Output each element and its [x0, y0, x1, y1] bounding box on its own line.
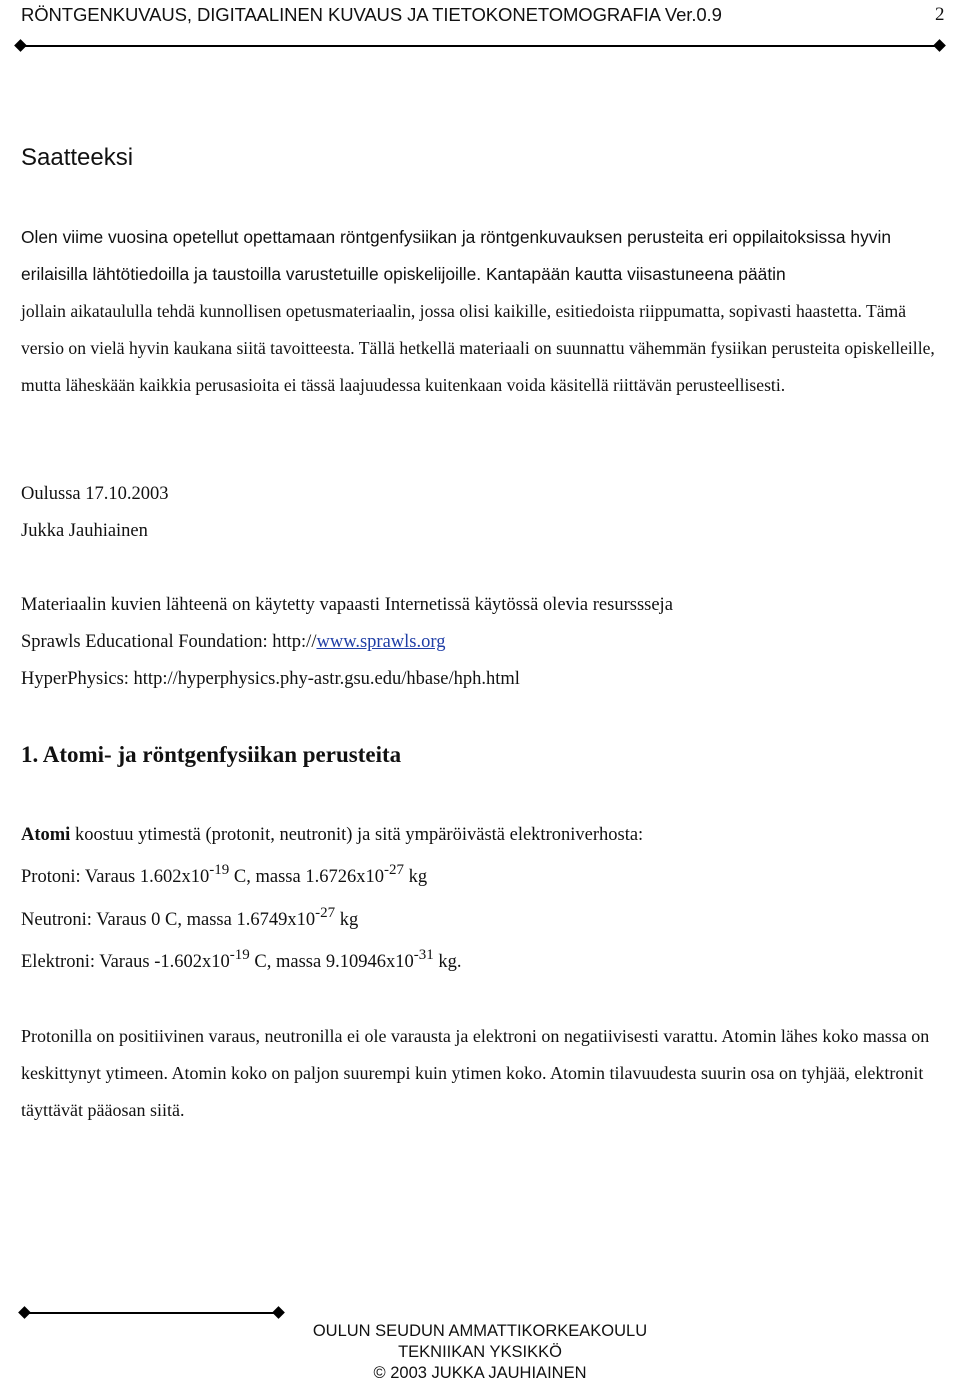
elektroni-text-b: C, massa 9.10946x10	[249, 952, 414, 972]
atomi-definition	[21, 825, 643, 846]
header-rule	[20, 45, 940, 47]
header-title: RÖNTGENKUVAUS, DIGITAALINEN KUVAUS JA TIETOKONETOMOGRAFIA Ver.0.9	[21, 4, 722, 25]
intro-paragraph-serif: jollain aikataululla tehdä kunnollisen opetusmateriaalin, jossa olisi kaikille, esitiedoista riippumatta, sopivasti haastetta. Tämä versio on vielä hyvin kaukana siitä tavoitteesta. Tällä hetkellä materiaali on suunnattu vähemmän fysiikan perusteita opiskelleille, mutta läheskään kaikkia perusasioita ei tässä laajuudessa kuitenkaan voida käsitellä riittävän perusteellisesti.	[21, 301, 935, 395]
footer-diamond-right-icon	[272, 1306, 285, 1319]
heading-saatteeksi: Saatteeksi	[21, 144, 134, 171]
atom-paragraph: Protonilla on positiivinen varaus, neutronilla ei ole varausta ja elektroni on negatiivisesti varattu. Atomin lähes koko massa on keskittynyt ytimeen. Atomin koko on paljon suurempi kuin ytimen koko. Atomin tilavuudesta suurin osa on tyhjää, elektronit täyttävät pääosan siitä.	[21, 1026, 930, 1120]
protoni-text-a: Protoni: Varaus 1.602x10	[21, 867, 210, 887]
protoni-text-b: C, massa 1.6726x10	[229, 867, 384, 887]
elektroni-text-c: kg.	[433, 952, 462, 972]
page-number: 2	[935, 4, 945, 25]
diamond-left-icon	[14, 39, 27, 52]
source-sprawls	[21, 632, 445, 653]
protoni-text-c: kg	[403, 867, 428, 887]
author-name: Jukka Jauhiainen	[21, 521, 148, 541]
elektroni-exp-2: -31	[413, 947, 434, 963]
footer-copyright: © 2003 JUKKA JAUHIAINEN	[373, 1364, 587, 1382]
sprawls-link[interactable]: www.sprawls.org	[316, 632, 446, 652]
neutroni-text-b: kg	[335, 910, 359, 930]
footer-diamond-left-icon	[18, 1306, 31, 1319]
neutroni-exp-1: -27	[315, 905, 336, 921]
elektroni-exp-1: -19	[229, 947, 250, 963]
place-date: Oulussa 17.10.2003	[21, 484, 169, 504]
sources-intro: Materiaalin kuvien lähteenä on käytetty vapaasti Internetissä käytössä olevia resurssseja	[21, 595, 673, 615]
footer-unit: TEKNIIKAN YKSIKKÖ	[398, 1343, 562, 1361]
neutroni-text-a: Neutroni: Varaus 0 C, massa 1.6749x10	[21, 910, 316, 930]
elektroni-line	[21, 947, 462, 973]
protoni-line	[21, 862, 428, 888]
neutroni-line	[21, 905, 359, 931]
protoni-exp-1: -19	[209, 862, 230, 878]
footer-rule	[24, 1312, 278, 1314]
atomi-term: Atomi	[21, 825, 71, 845]
footer-school: OULUN SEUDUN AMMATTIKORKEAKOULU	[312, 1322, 648, 1340]
intro-paragraph-sans: Olen viime vuosina opetellut opettamaan röntgenfysiikan ja röntgenkuvauksen perusteita eri oppilaitoksissa hyvin erilaisilla lähtötiedoilla ja taustoilla varustetuille opiskelijoille. Kantapään kautta viisastuneena päätin	[21, 227, 892, 284]
atomi-description: koostuu ytimestä (protonit, neutronit) ja sitä ympäröivästä elektroniverhosta:	[70, 825, 644, 845]
source-sprawls-label: Sprawls Educational Foundation: http://	[21, 632, 317, 652]
source-hyperphysics: HyperPhysics: http://hyperphysics.phy-astr.gsu.edu/hbase/hph.html	[21, 669, 520, 689]
elektroni-text-a: Elektroni: Varaus -1.602x10	[21, 952, 230, 972]
section-heading-atomi: 1. Atomi- ja röntgenfysiikan perusteita	[21, 742, 402, 767]
diamond-right-icon	[933, 39, 946, 52]
protoni-exp-2: -27	[383, 862, 404, 878]
